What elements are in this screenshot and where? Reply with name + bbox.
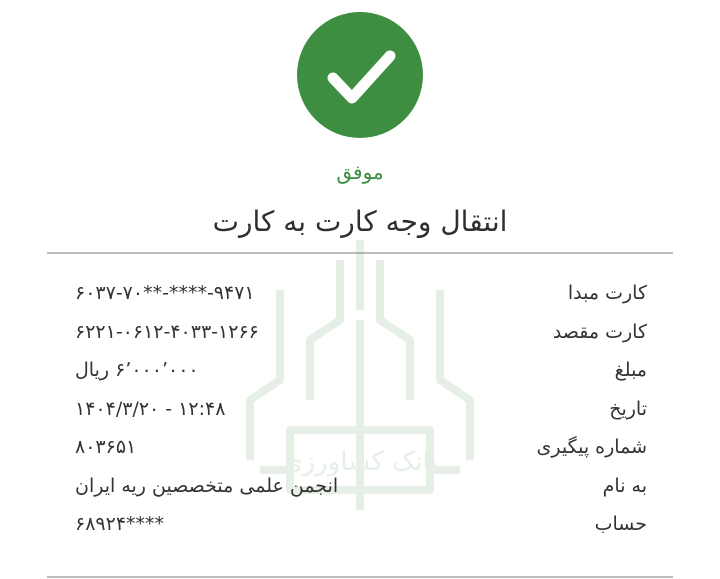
- recipient-name-row: [75, 475, 647, 514]
- transaction-details: [75, 282, 647, 552]
- destination-card-label: کارت مقصد: [552, 320, 647, 343]
- date-label: تاریخ: [609, 397, 647, 420]
- tracking-number-row: [75, 436, 647, 475]
- destination-card-row: [75, 321, 647, 360]
- recipient-name-label: به نام: [602, 474, 647, 497]
- destination-card-value: ۶۲۲۱-۰۶۱۲-۴۰۳۳-۱۲۶۶: [75, 320, 259, 343]
- status-label: موفق: [336, 160, 384, 184]
- tracking-number-label: شماره پیگیری: [536, 436, 647, 458]
- tracking-number-value: ۸۰۳۶۵۱: [75, 436, 137, 458]
- source-card-row: [75, 282, 647, 321]
- account-row: [75, 513, 647, 552]
- source-card-label: کارت مبدا: [567, 282, 647, 304]
- watermark-text: بانک کشاورزی: [282, 447, 438, 477]
- amount-value: ۶٬۰۰۰٬۰۰۰ ریال: [75, 359, 199, 381]
- account-label: حساب: [594, 513, 647, 535]
- date-row: [75, 398, 647, 437]
- amount-label: مبلغ: [614, 359, 647, 381]
- date-value: ۱۴۰۴/۳/۲۰ - ۱۲:۴۸: [75, 397, 226, 420]
- success-status-circle: [297, 12, 423, 138]
- recipient-name-value: انجمن علمی متخصصین ریه ایران: [75, 474, 339, 497]
- divider-bottom: [47, 576, 673, 578]
- account-value: ۶۸۹۲۴****: [75, 513, 165, 535]
- source-card-value: ۶۰۳۷-۷۰**-****-۹۴۷۱: [75, 282, 255, 304]
- check-icon: [297, 12, 423, 138]
- page-title: انتقال وجه کارت به کارت: [212, 205, 508, 238]
- amount-row: [75, 359, 647, 398]
